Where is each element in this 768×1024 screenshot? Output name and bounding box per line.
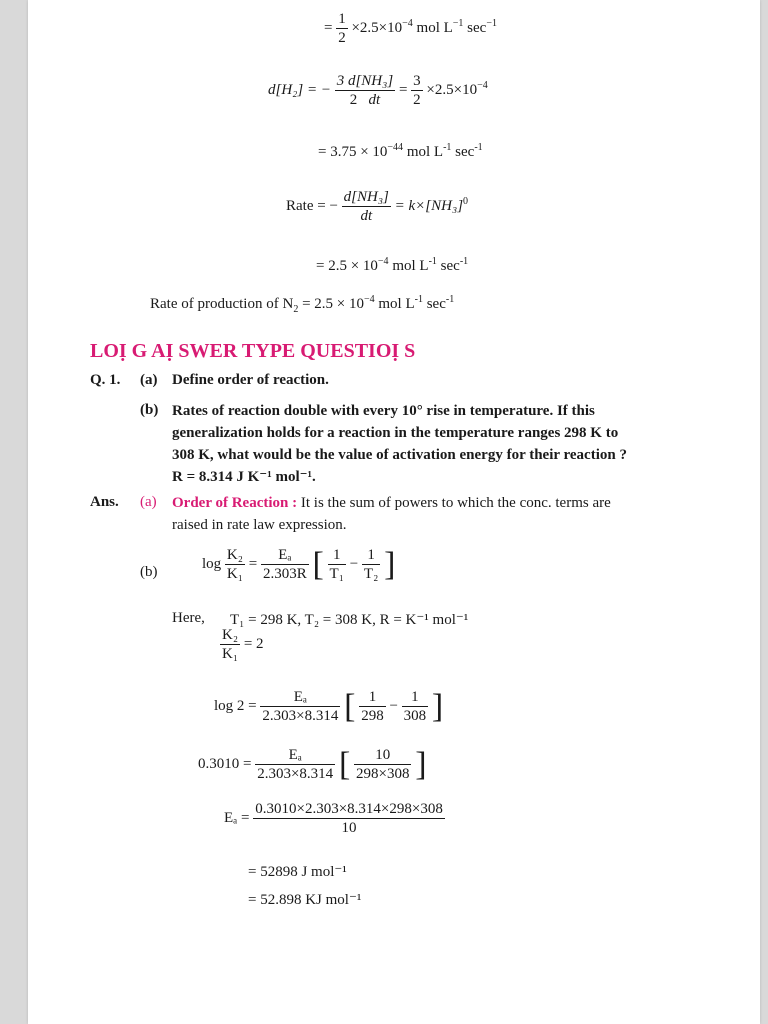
equation-dh2: d[H₂] = − $\frac{\text{3 d[NH₃]}}{2 dt}$ = $\frac{3}{2}$ $\times 2.5\times 10^{-4}$	[268, 73, 488, 108]
log-value-equation: 0.3010 = $\frac{\text{Eₐ}}{2.303\times 8.314}$ [ $\frac{10}{298\times 308}$ ]	[198, 745, 427, 783]
here-values: T₁ = 298 K, T₂ = 308 K, R = K⁻¹ mol⁻¹	[230, 612, 469, 628]
arrhenius-formula: log $\frac{\text{K₂}}{\text{K₁}}$ = $\frac{\text{Eₐ}}{2.303R}$ [ $\frac{1}{\text{T₁}}$ − $\frac{1}{\text{T₂}}$ ]	[202, 545, 396, 583]
answer-a-text: Order of Reaction : It is the sum of powers to which the conc. terms are raised in rate law expression.	[172, 495, 611, 533]
result-joules: = 52898 J mol⁻¹	[248, 864, 347, 880]
document-page	[28, 0, 760, 1024]
question-number: Q. 1.	[90, 372, 121, 388]
here-label: Here,	[172, 610, 205, 626]
answer-b-label: (b)	[140, 564, 158, 580]
result-kilojoules: = 52.898 KJ mol⁻¹	[248, 892, 362, 908]
question-b-label: (b)	[140, 402, 159, 418]
ratio-line: $\frac{\text{K₂}}{\text{K₁}}$ = 2	[222, 627, 264, 662]
equation-n2-rate: Rate of production of $N_2 = 2.5 \times 10^{-4}$ mol $L^{-1}$ $\sec^{-1}$	[150, 294, 455, 315]
equation-dh2-result: = $3.75 \times 10^{-44}$ mol $L^{-1}$ $\sec^{-1}$	[318, 142, 483, 160]
answer-label: Ans.	[90, 494, 119, 510]
question-a-label: (a)	[140, 372, 158, 388]
equation-line-1: = $\frac{1}{2}$ $\times 2.5\times 10^{-4}$ mol $L^{-1}$ $\sec^{-1}$	[324, 11, 497, 46]
equation-rate-result: = $2.5 \times 10^{-4}$ mol $L^{-1}$ $\sec^{-1}$	[316, 256, 469, 274]
log2-equation: log 2 = $\frac{\text{Eₐ}}{2.303\times 8.314}$ [ $\frac{1}{298}$ − $\frac{1}{308}$ ]	[214, 687, 444, 725]
equation-rate: Rate = − $\frac{\text{d[NH₃]}}{dt}$ = $k\times[NH_3]^0$	[286, 189, 469, 224]
ea-equation: Eₐ = $\frac{0.3010\times 2.303\times 8.314\times 298\times 308}{10}$	[224, 801, 443, 836]
section-heading: LOỊ G AỊ SWER TYPE QUESTIOỊ S	[90, 340, 416, 362]
question-a-text: Define order of reaction.	[172, 372, 329, 388]
question-b-text: Rates of reaction double with every 10° rise in temperature. If this generalization holds for a reaction in the temperature ranges 298 K to 308 K, what would be the value of activation energy for their reaction ? R = 8.314 J K⁻¹ mol⁻¹.	[172, 403, 627, 485]
answer-a-label: (a)	[140, 494, 157, 510]
